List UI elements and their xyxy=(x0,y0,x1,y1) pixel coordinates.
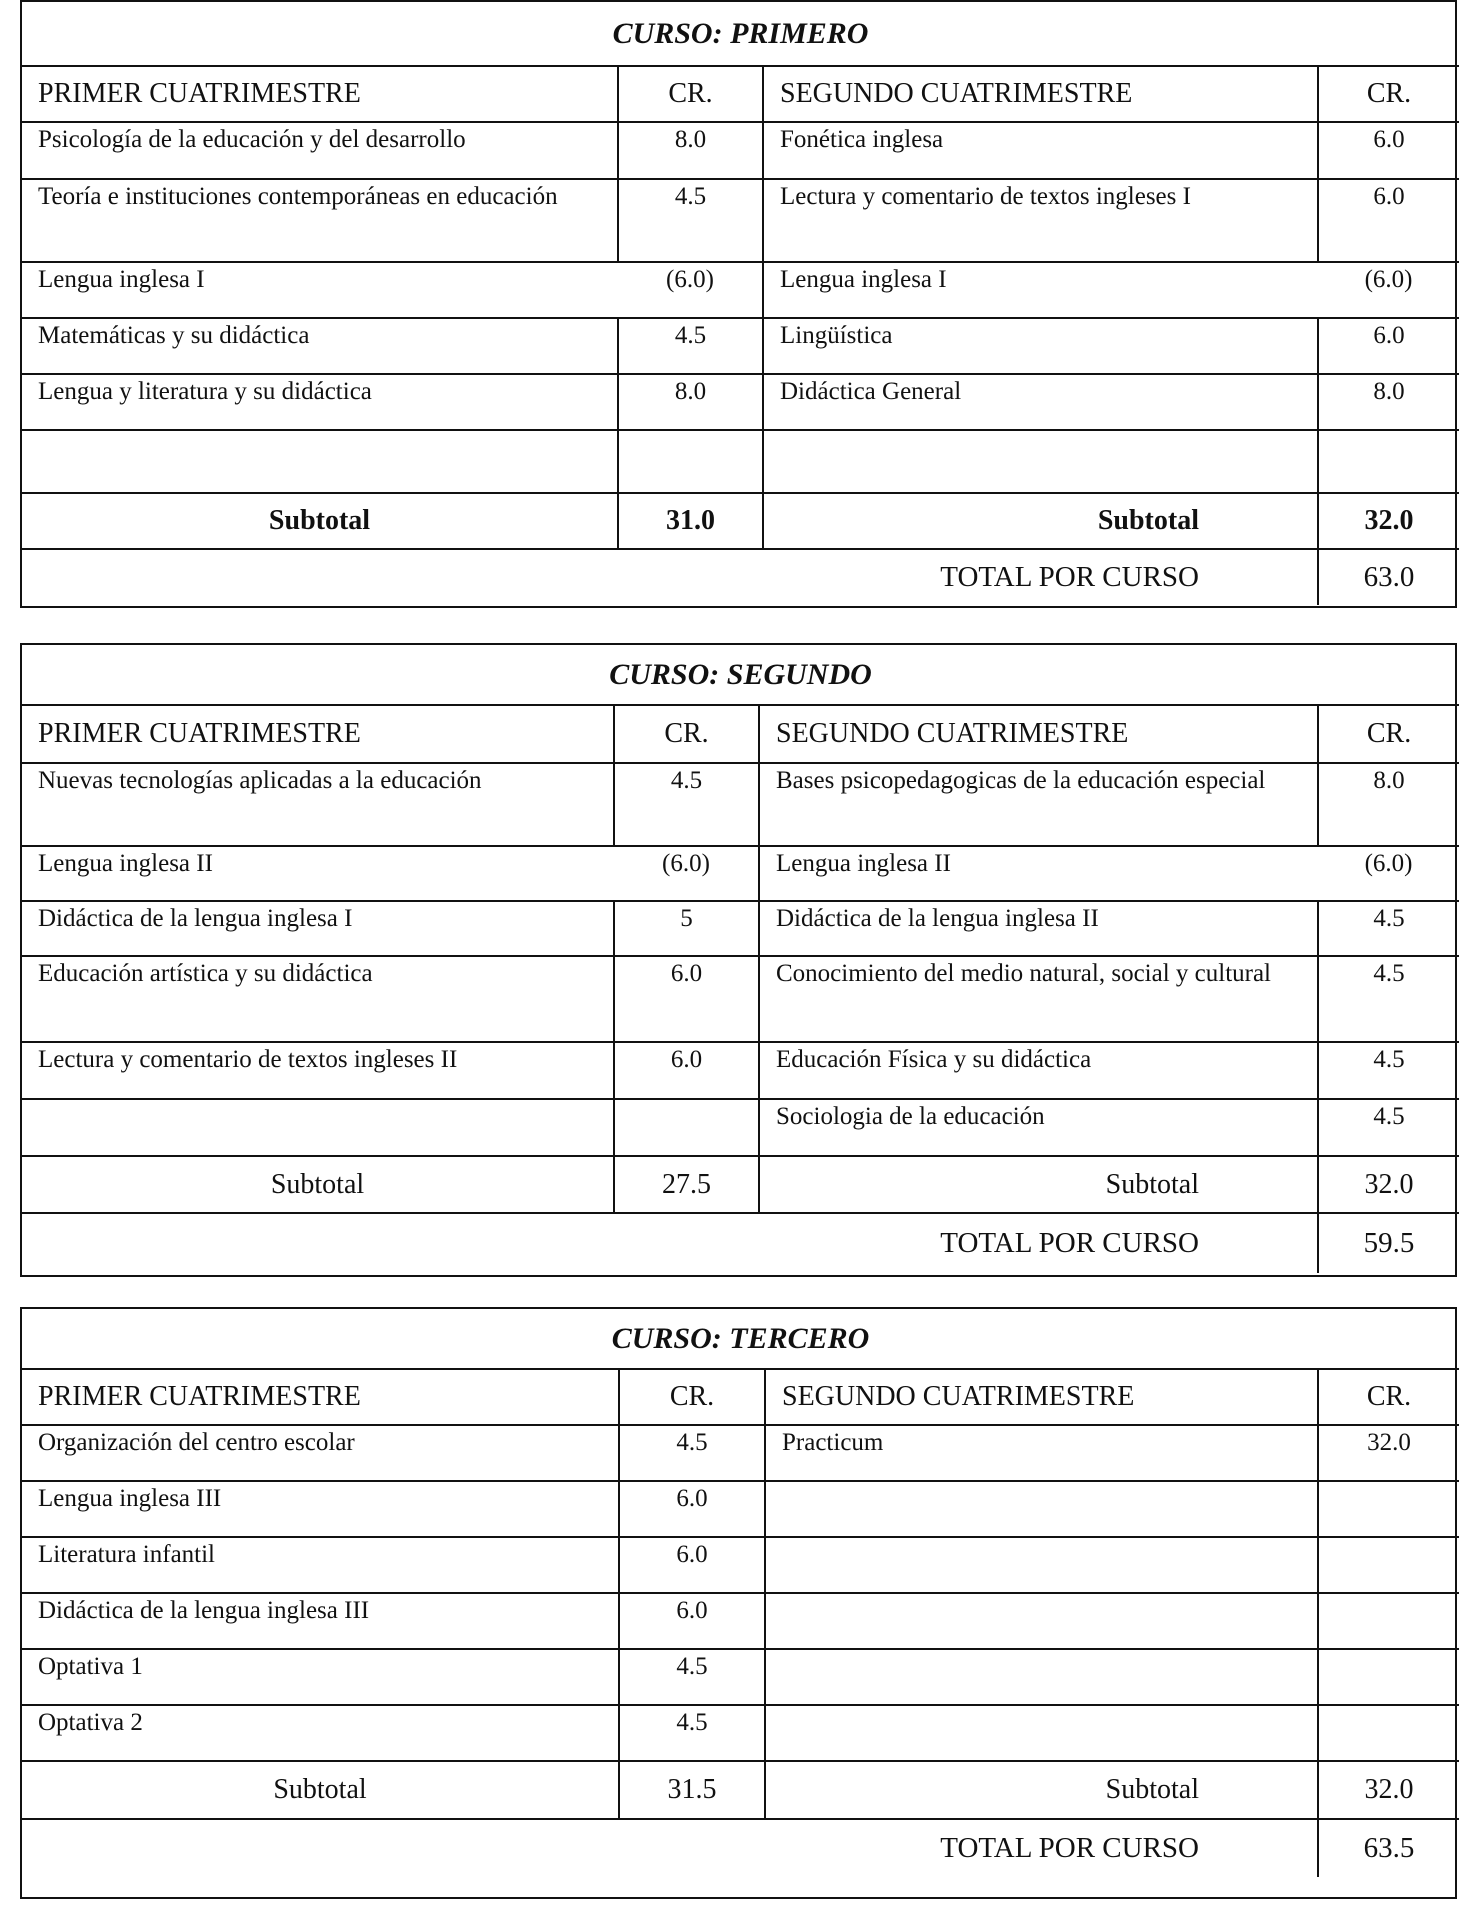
subject-name xyxy=(763,430,1318,493)
subject-name: Conocimiento del medio natural, social y cultural xyxy=(759,956,1318,1042)
course-grid xyxy=(22,645,1459,1273)
course-title: CURSO: PRIMERO xyxy=(22,2,1459,66)
subtotal-first-semester: 31.0 xyxy=(618,493,763,549)
table-row xyxy=(22,1042,1459,1099)
subject-name: Didáctica General xyxy=(763,374,1318,430)
table-row xyxy=(22,318,1459,374)
subject-credits: 4.5 xyxy=(619,1705,765,1761)
subject-name: Didáctica de la lengua inglesa III xyxy=(22,1593,619,1649)
subject-name: Lengua inglesa I xyxy=(763,262,1318,318)
total-row xyxy=(22,549,1459,605)
subject-name: Optativa 1 xyxy=(22,1649,619,1705)
total-row xyxy=(22,1819,1459,1877)
first-semester-header: PRIMER CUATRIMESTRE xyxy=(22,705,614,763)
subject-name: Lengua y literatura y su didáctica xyxy=(22,374,618,430)
subject-credits: 6.0 xyxy=(619,1593,765,1649)
subject-name: Lengua inglesa II xyxy=(759,846,1318,901)
subject-credits: (6.0) xyxy=(618,262,763,318)
subtotal-label: Subtotal xyxy=(763,493,1318,549)
subject-credits xyxy=(1318,1705,1459,1761)
subject-credits: 6.0 xyxy=(614,956,759,1042)
second-semester-header: SEGUNDO CUATRIMESTRE xyxy=(763,66,1318,122)
subject-name: Organización del centro escolar xyxy=(22,1425,619,1481)
subtotal-label: Subtotal xyxy=(22,1156,614,1213)
subtotal-row xyxy=(22,493,1459,549)
subtotal-label: Subtotal xyxy=(22,493,618,549)
credits-header: CR. xyxy=(614,705,759,763)
table-row xyxy=(22,846,1459,901)
course-grid xyxy=(22,1309,1459,1877)
subject-name xyxy=(765,1537,1318,1593)
subject-credits: 32.0 xyxy=(1318,1425,1459,1481)
total-value: 63.5 xyxy=(1318,1819,1459,1877)
subject-credits: 4.5 xyxy=(618,179,763,262)
subject-name xyxy=(765,1481,1318,1537)
subject-credits: 5 xyxy=(614,901,759,956)
course-grid xyxy=(22,2,1459,605)
subtotal-label: Subtotal xyxy=(22,1761,619,1819)
credits-header: CR. xyxy=(1318,66,1459,122)
total-label: TOTAL POR CURSO xyxy=(22,1819,1318,1877)
table-row xyxy=(22,901,1459,956)
subtotal-first-semester: 27.5 xyxy=(614,1156,759,1213)
subject-credits: 4.5 xyxy=(1318,901,1459,956)
subject-credits: 4.5 xyxy=(1318,1042,1459,1099)
subject-credits xyxy=(1318,1649,1459,1705)
subject-name: Lengua inglesa I xyxy=(22,262,618,318)
table-row xyxy=(22,1099,1459,1156)
subtotal-row xyxy=(22,1156,1459,1213)
subject-credits: (6.0) xyxy=(614,846,759,901)
table-row xyxy=(22,179,1459,262)
table-row xyxy=(22,956,1459,1042)
credits-header: CR. xyxy=(619,1369,765,1425)
table-row xyxy=(22,430,1459,493)
table-row xyxy=(22,1481,1459,1537)
subject-credits: 6.0 xyxy=(619,1481,765,1537)
credits-header: CR. xyxy=(1318,1369,1459,1425)
total-value: 59.5 xyxy=(1318,1213,1459,1273)
subject-name: Educación Física y su didáctica xyxy=(759,1042,1318,1099)
subtotal-label: Subtotal xyxy=(759,1156,1318,1213)
first-semester-header: PRIMER CUATRIMESTRE xyxy=(22,66,618,122)
subject-credits: 6.0 xyxy=(614,1042,759,1099)
subject-name: Psicología de la educación y del desarrollo xyxy=(22,122,618,179)
subtotal-row xyxy=(22,1761,1459,1819)
subject-credits: 6.0 xyxy=(1318,179,1459,262)
subject-credits: 4.5 xyxy=(614,763,759,846)
subject-credits xyxy=(1318,1593,1459,1649)
subject-name xyxy=(765,1705,1318,1761)
subject-credits: 8.0 xyxy=(1318,374,1459,430)
subject-credits: (6.0) xyxy=(1318,846,1459,901)
subtotal-second-semester: 32.0 xyxy=(1318,493,1459,549)
subject-name: Bases psicopedagogicas de la educación especial xyxy=(759,763,1318,846)
subject-credits xyxy=(1318,430,1459,493)
subject-credits: 6.0 xyxy=(619,1537,765,1593)
subject-name: Fonética inglesa xyxy=(763,122,1318,179)
subject-credits: 8.0 xyxy=(618,122,763,179)
total-row xyxy=(22,1213,1459,1273)
subject-name: Literatura infantil xyxy=(22,1537,619,1593)
table-row xyxy=(22,374,1459,430)
subject-name: Practicum xyxy=(765,1425,1318,1481)
subtotal-label: Subtotal xyxy=(765,1761,1318,1819)
credits-header: CR. xyxy=(618,66,763,122)
table-row xyxy=(22,1537,1459,1593)
course-table-primero xyxy=(20,0,1457,608)
subject-name xyxy=(765,1649,1318,1705)
table-row xyxy=(22,763,1459,846)
course-table-tercero xyxy=(20,1307,1457,1899)
subject-credits: (6.0) xyxy=(1318,262,1459,318)
table-row xyxy=(22,1593,1459,1649)
subject-credits: 6.0 xyxy=(1318,122,1459,179)
total-value: 63.0 xyxy=(1318,549,1459,605)
table-row xyxy=(22,262,1459,318)
subtotal-first-semester: 31.5 xyxy=(619,1761,765,1819)
subject-name: Didáctica de la lengua inglesa I xyxy=(22,901,614,956)
subject-credits xyxy=(1318,1481,1459,1537)
subject-name: Lectura y comentario de textos ingleses II xyxy=(22,1042,614,1099)
subject-credits: 4.5 xyxy=(619,1649,765,1705)
course-title: CURSO: TERCERO xyxy=(22,1309,1459,1369)
subject-credits: 6.0 xyxy=(1318,318,1459,374)
table-row xyxy=(22,1425,1459,1481)
subject-credits: 8.0 xyxy=(618,374,763,430)
subject-name: Lingüística xyxy=(763,318,1318,374)
subject-name: Lectura y comentario de textos ingleses I xyxy=(763,179,1318,262)
course-title: CURSO: SEGUNDO xyxy=(22,645,1459,705)
second-semester-header: SEGUNDO CUATRIMESTRE xyxy=(765,1369,1318,1425)
first-semester-header: PRIMER CUATRIMESTRE xyxy=(22,1369,619,1425)
subject-credits xyxy=(614,1099,759,1156)
subject-name: Nuevas tecnologías aplicadas a la educación xyxy=(22,763,614,846)
subject-credits xyxy=(618,430,763,493)
subject-credits: 4.5 xyxy=(618,318,763,374)
table-row xyxy=(22,122,1459,179)
subtotal-second-semester: 32.0 xyxy=(1318,1761,1459,1819)
subtotal-second-semester: 32.0 xyxy=(1318,1156,1459,1213)
subject-name: Didáctica de la lengua inglesa II xyxy=(759,901,1318,956)
total-label: TOTAL POR CURSO xyxy=(22,1213,1318,1273)
subject-name xyxy=(765,1593,1318,1649)
subject-credits: 8.0 xyxy=(1318,763,1459,846)
credits-header: CR. xyxy=(1318,705,1459,763)
second-semester-header: SEGUNDO CUATRIMESTRE xyxy=(759,705,1318,763)
subject-credits: 4.5 xyxy=(1318,1099,1459,1156)
subject-name: Optativa 2 xyxy=(22,1705,619,1761)
subject-name: Matemáticas y su didáctica xyxy=(22,318,618,374)
subject-name xyxy=(22,1099,614,1156)
subject-name: Lengua inglesa III xyxy=(22,1481,619,1537)
course-table-segundo xyxy=(20,643,1457,1277)
subject-name xyxy=(22,430,618,493)
subject-credits: 4.5 xyxy=(619,1425,765,1481)
subject-name: Lengua inglesa II xyxy=(22,846,614,901)
subject-name: Sociologia de la educación xyxy=(759,1099,1318,1156)
table-row xyxy=(22,1705,1459,1761)
subject-name: Educación artística y su didáctica xyxy=(22,956,614,1042)
subject-credits: 4.5 xyxy=(1318,956,1459,1042)
table-row xyxy=(22,1649,1459,1705)
subject-name: Teoría e instituciones contemporáneas en educación xyxy=(22,179,618,262)
subject-credits xyxy=(1318,1537,1459,1593)
total-label: TOTAL POR CURSO xyxy=(22,549,1318,605)
